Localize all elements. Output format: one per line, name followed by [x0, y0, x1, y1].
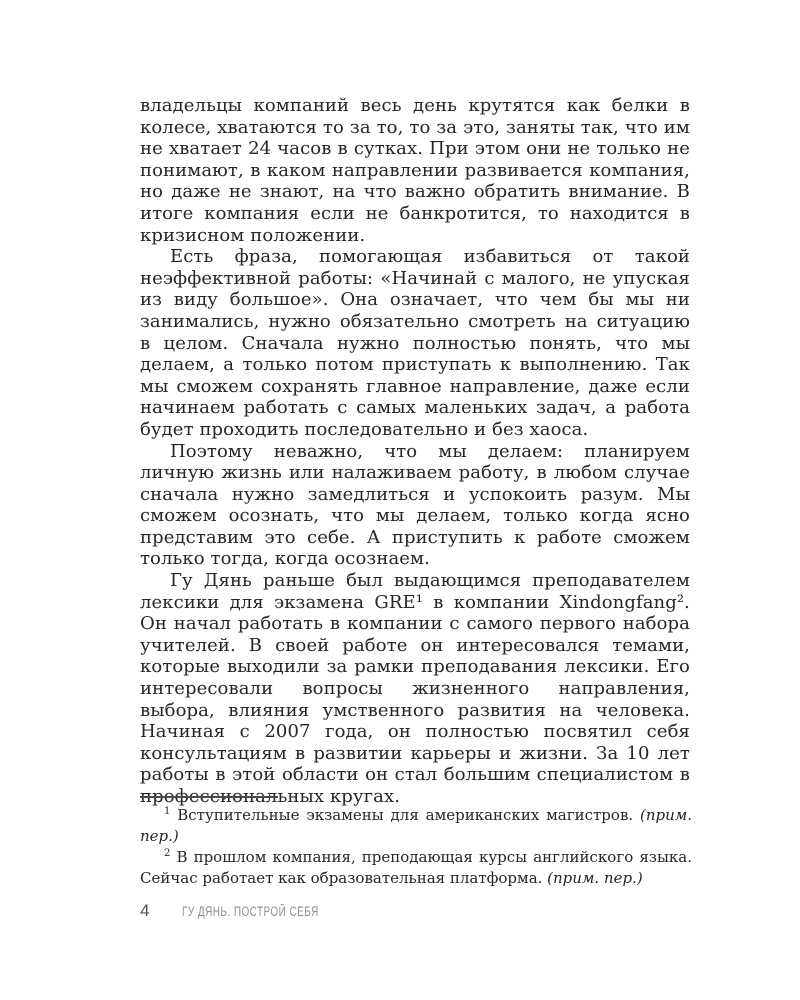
footnote-text: Вступительные экзамены для американских магистров. [170, 806, 641, 824]
footnote [140, 805, 692, 847]
footnote-text: В прошлом компания, преподающая курсы английского языка. Сейчас работает как образовательная платформа. [140, 848, 692, 887]
paragraph: владельцы компаний весь день крутятся как белки в колесе, хватаются то за то, то за это, заняты так, что им не хватает 24 часов в сутках. При этом они не только не понимают, в каком направлении развивается компания, но даже не знают, на что важно обратить внимание. В итоге компания если не банкротится, то находится в кризисном положении. [140, 95, 690, 246]
paragraph: Поэтому неважно, что мы делаем: планируем личную жизнь или налаживаем работу, в любом случае сначала нужно замедлиться и успокоить разум. Мы сможем осознать, что мы делаем, только когда ясно представим это себе. А приступить к работе сможем только тогда, когда осознаем. [140, 440, 690, 570]
footnote-translator-note: (прим. пер.) [140, 806, 692, 845]
paragraph: Гу Дянь раньше был выдающимся преподавателем лексики для экзамена GRE¹ в компании Xindongfang². Он начал работать в компании с самого первого набора учителей. В своей работе он интересовался темами, которые выходили за рамки преподавания лексики. Его интересовали вопросы жизненного направления, выбора, влияния умственного развития на человека. Начиная с 2007 года, он полностью посвятил себя консультациям в развитии карьеры и жизни. За 10 лет работы в этой области он стал большим специалистом в профессиональных кругах. [140, 570, 690, 807]
footnote-marker: 1 [164, 806, 171, 817]
footnote-separator [140, 796, 278, 798]
footnote [140, 847, 692, 889]
page-footer [140, 901, 690, 921]
paragraph: Есть фраза, помогающая избавиться от такой неэффективной работы: «Начинай с малого, не упуская из виду большое». Она означает, что чем бы мы ни занимались, нужно обязательно смотреть на ситуацию в целом. Сначала нужно полностью понять, что мы делаем, а только потом приступать к выполнению. Так мы сможем сохранять главное направление, даже если начинаем работать с самых маленьких задач, а работа будет проходить последовательно и без хаоса. [140, 246, 690, 440]
body-text [140, 95, 690, 808]
footnote-marker: 2 [164, 848, 171, 859]
footnotes [140, 796, 692, 889]
running-title: ГУ ДЯНЬ. ПОСТРОЙ СЕБЯ [182, 903, 320, 919]
footnote-translator-note: (прим. пер.) [547, 869, 643, 887]
page-number: 4 [140, 901, 150, 920]
